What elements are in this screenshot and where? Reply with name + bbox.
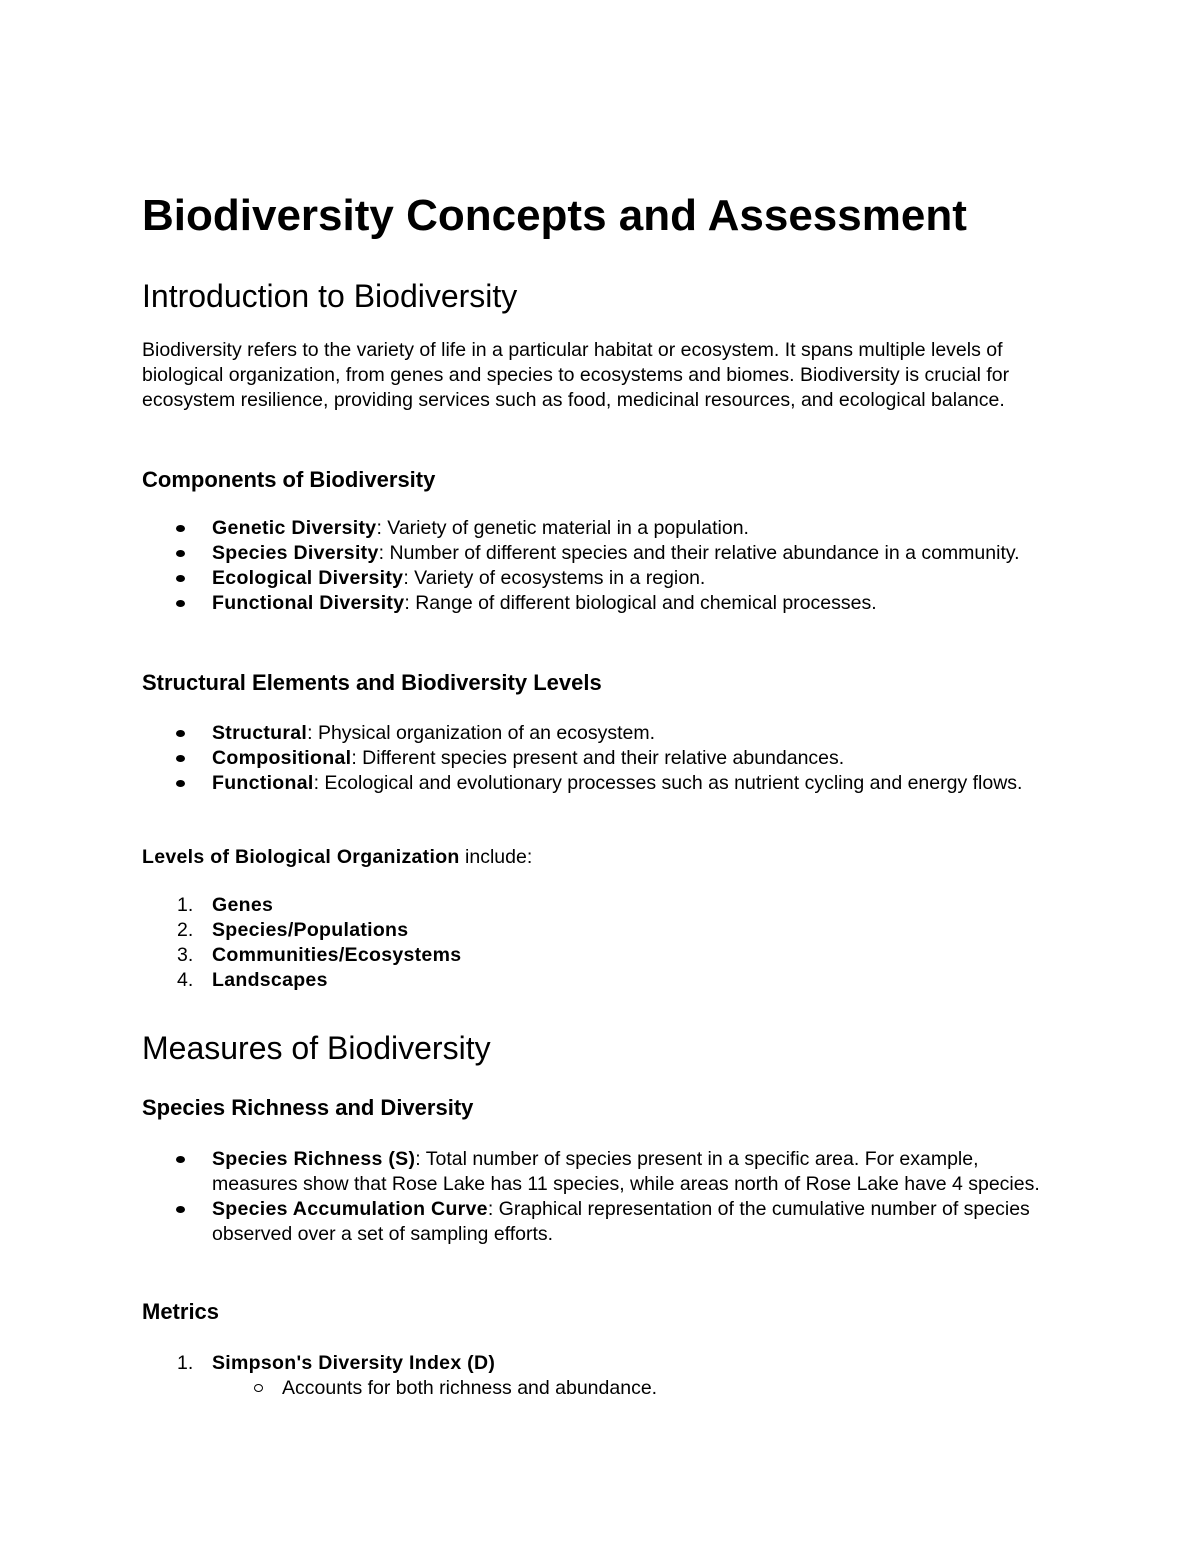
list-number: 3. (177, 944, 194, 966)
list-item (142, 1351, 1062, 1401)
list-item-term: Functional (212, 772, 314, 794)
list-item (142, 968, 1062, 993)
list-item-term: Structural (212, 722, 308, 744)
levels-intro-rest: include: (459, 846, 533, 868)
intro-paragraph: Biodiversity refers to the variety of life in a particular habitat or ecosystem. It spans multiple levels of biological organization, from genes and species to ecosystems and biomes. Biodiversity is crucial for ecosystem resilience, providing services such as food, medicinal resources, and ecological balance. (142, 339, 1010, 411)
components-list (142, 516, 1062, 616)
list-item (142, 541, 1062, 566)
bullet-icon (176, 550, 185, 557)
bullet-icon (176, 1156, 185, 1163)
list-item-desc: : Graphical representation of the cumulative number of species observed over a set of sampling efforts. (212, 1198, 1030, 1245)
list-item (142, 771, 1062, 796)
list-item (142, 721, 1062, 746)
structural-heading: Structural Elements and Biodiversity Levels (142, 670, 602, 695)
list-item (142, 918, 1062, 943)
metrics-list (142, 1351, 1062, 1401)
sub-list-item-text: Accounts for both richness and abundance. (282, 1377, 658, 1399)
metrics-heading: Metrics (142, 1299, 220, 1324)
list-item-term: Communities/Ecosystems (212, 944, 462, 966)
circle-bullet-icon (254, 1384, 263, 1392)
list-item (142, 943, 1062, 968)
list-item-desc: : Different species present and their relative abundances. (351, 747, 845, 769)
bullet-icon (176, 780, 185, 787)
bullet-icon (176, 1206, 185, 1213)
bullet-icon (176, 525, 185, 532)
bullet-icon (176, 575, 185, 582)
list-item-term: Compositional (212, 747, 352, 769)
list-item-desc: : Physical organization of an ecosystem. (307, 722, 656, 744)
bullet-icon (176, 730, 185, 737)
list-item (142, 516, 1062, 541)
components-heading: Components of Biodiversity (142, 467, 436, 492)
intro-heading: Introduction to Biodiversity (142, 278, 518, 314)
richness-list (142, 1147, 1062, 1247)
list-item-term: Species/Populations (212, 919, 409, 941)
list-item-term: Species Diversity (212, 542, 379, 564)
list-item-term: Simpson's Diversity Index (D) (212, 1352, 496, 1374)
bullet-icon (176, 600, 185, 607)
levels-intro (142, 845, 1042, 870)
list-number: 4. (177, 969, 194, 991)
list-item-term: Functional Diversity (212, 592, 405, 614)
list-item-desc: : Variety of ecosystems in a region. (403, 567, 706, 589)
bullet-icon (176, 755, 185, 762)
richness-heading: Species Richness and Diversity (142, 1095, 474, 1120)
list-item-term: Landscapes (212, 969, 328, 991)
list-item-term: Species Accumulation Curve (212, 1198, 488, 1220)
list-item-term: Genetic Diversity (212, 517, 377, 539)
list-item-term: Genes (212, 894, 274, 916)
list-item-term: Ecological Diversity (212, 567, 404, 589)
levels-list (142, 893, 1062, 993)
list-item (142, 566, 1062, 591)
list-item (142, 746, 1062, 771)
list-number: 1. (177, 1352, 194, 1374)
list-item-desc: : Number of different species and their relative abundance in a community. (378, 542, 1020, 564)
list-item-term: Species Richness (S) (212, 1148, 416, 1170)
list-item (142, 591, 1062, 616)
list-number: 1. (177, 894, 194, 916)
list-item (142, 1147, 1062, 1197)
list-item (142, 893, 1062, 918)
sub-list-item (212, 1376, 1062, 1401)
list-item (142, 1197, 1062, 1247)
list-item-desc: : Ecological and evolutionary processes such as nutrient cycling and energy flows. (313, 772, 1023, 794)
list-item-desc: : Total number of species present in a specific area. For example, measures show that Rose Lake has 11 species, while areas north of Rose Lake have 4 species. (212, 1148, 1040, 1195)
document-title: Biodiversity Concepts and Assessment (142, 191, 967, 240)
list-number: 2. (177, 919, 194, 941)
measures-heading: Measures of Biodiversity (142, 1030, 491, 1066)
list-item-desc: : Range of different biological and chemical processes. (404, 592, 877, 614)
structural-list (142, 721, 1062, 796)
list-item-desc: : Variety of genetic material in a population. (376, 517, 749, 539)
metrics-sub-list (212, 1376, 1062, 1401)
levels-intro-term: Levels of Biological Organization (142, 846, 460, 868)
